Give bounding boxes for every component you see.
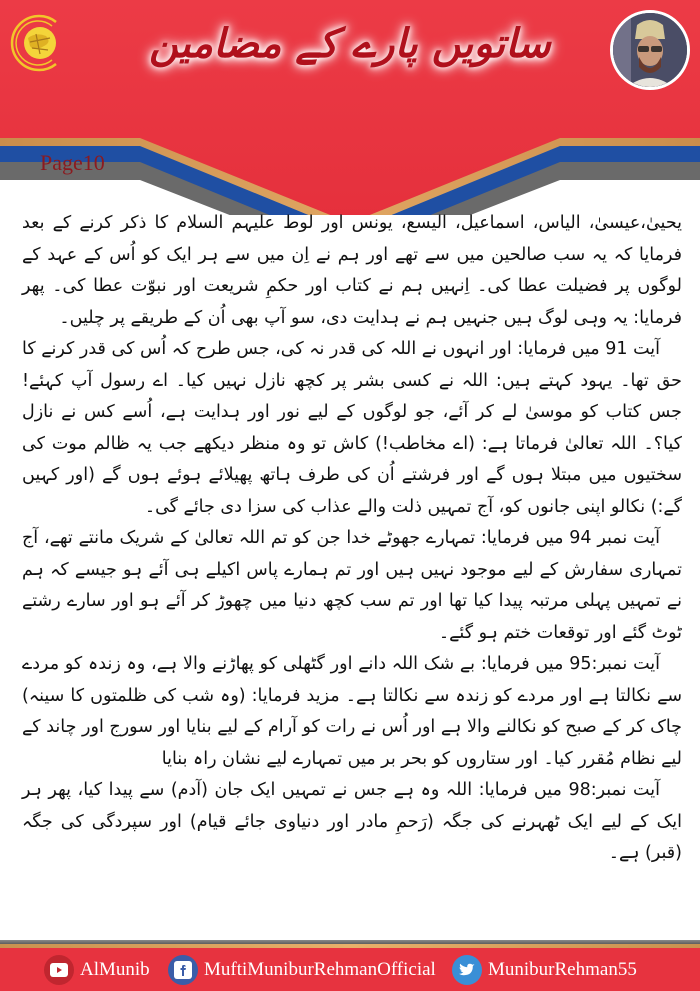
portrait-image [613, 13, 687, 87]
youtube-handle[interactable]: AlMunib [80, 958, 150, 980]
page-number-label: Page10 [40, 150, 105, 175]
paragraph: آیت 91 میں فرمایا: اور انہوں نے اللہ کی قدر نہ کی، جس طرح کہ اُس کی قدر کرنے کا حق تھا۔ یہود کہتے ہیں: اللہ نے کسی بشر پر کچھ نازل نہیں کیا۔ اے رسول آپ کہئے! جس کتاب کو موسیٰ لے کر آئے، جو لوگوں کے لیے نور اور ہدایت ہے، اُسے کس نے نازل کیا؟۔ اللہ تعالیٰ فرماتا ہے: (اے مخاطب!) کاش تو وہ منظر دیکھے جب یہ ظالم موت کی سختیوں میں مبتلا ہوں گے اور فرشتے اُن کی طرف ہاتھ پھیلائے ہوئے ہوں گے (اور کہیں گے:) نکالو اپنی جانوں کو، آج تمہیں ذلت والے عذاب کی سزا دی جائے گی۔ [22, 339, 682, 517]
page-title: ساتویں پارے کے مضامین [149, 20, 551, 67]
author-avatar [610, 10, 690, 90]
facebook-link[interactable] [168, 948, 436, 991]
twitter-link[interactable] [452, 948, 637, 991]
article-body [22, 208, 682, 870]
twitter-icon [452, 955, 482, 985]
facebook-icon [168, 955, 198, 985]
page-header [0, 0, 700, 215]
youtube-link[interactable] [44, 948, 150, 991]
youtube-icon [44, 955, 74, 985]
quran-calligraphy-logo-icon [6, 12, 68, 74]
paragraph: آیت نمبر:95 میں فرمایا: بے شک اللہ دانے اور گٹھلی کو پھاڑنے والا ہے، وہ زندہ کو مردے سے نکالتا ہے اور مردے کو زندہ سے نکالتا ہے۔ مزید فرمایا: (وہ شب کی ظلمتوں کا سینہ) چاک کر کے صبح کو نکالنے والا ہے اور اُس نے رات کو آرام کے لیے بنایا اور سورج اور چاند کے لیے نظام مُقرر کیا۔ اور ستاروں کو بحر بر میں تمہارے لیے نشان راہ بنایا [22, 654, 682, 769]
paragraph: آیت نمبر:98 میں فرمایا: اللہ وہ ہے جس نے تمہیں ایک جان (آدم) سے پیدا کیا، پھر ہر ایک کے لیے ایک ٹھہرنے کی جگہ (رَحمِ مادر اور دنیاوی جائے قیام) اور سپردگی کی جگہ (قبر) ہے۔ [22, 780, 682, 863]
twitter-handle[interactable]: MuniburRehman55 [488, 958, 637, 980]
paragraph: آیت نمبر 94 میں فرمایا: تمہارے جھوٹے خدا جن کو تم اللہ تعالیٰ کے شریک مانتے تھے، آج تمہاری سفارش کے لیے موجود نہیں ہیں اور تم ہمارے پاس اکیلے ہی آئے ہو جیسے کہ ہم نے تمہیں پہلی مرتبہ پیدا کیا تھا اور تم سب کچھ دنیا میں چھوڑ کر آئے ہو اور سارے رشتے ٹوٹ گئے اور توقعات ختم ہو گئے۔ [22, 528, 682, 643]
paragraph: یحییٰ،عیسیٰ، الیاس، اسماعیل، الیسع، یونس اور لوط علیہم السلام کا ذکر کرنے کے بعد فرمایا کہ یہ سب صالحین میں سے تھے اور ہم نے اِن میں سے ہر ایک کو اُس کے عہد کے لوگوں پر فضیلت عطا کی۔ اِنہیں ہم نے کتاب اور حکمِ شریعت اور نبوّت عطا کی۔ پھر فرمایا: یہ وہی لوگ ہیں جنہیں ہم نے ہدایت دی، سو آپ بھی اُن کے طریقے پر چلیں۔ [22, 213, 682, 328]
facebook-handle[interactable]: MuftiMuniburRehmanOfficial [204, 958, 436, 980]
footer [0, 940, 700, 991]
